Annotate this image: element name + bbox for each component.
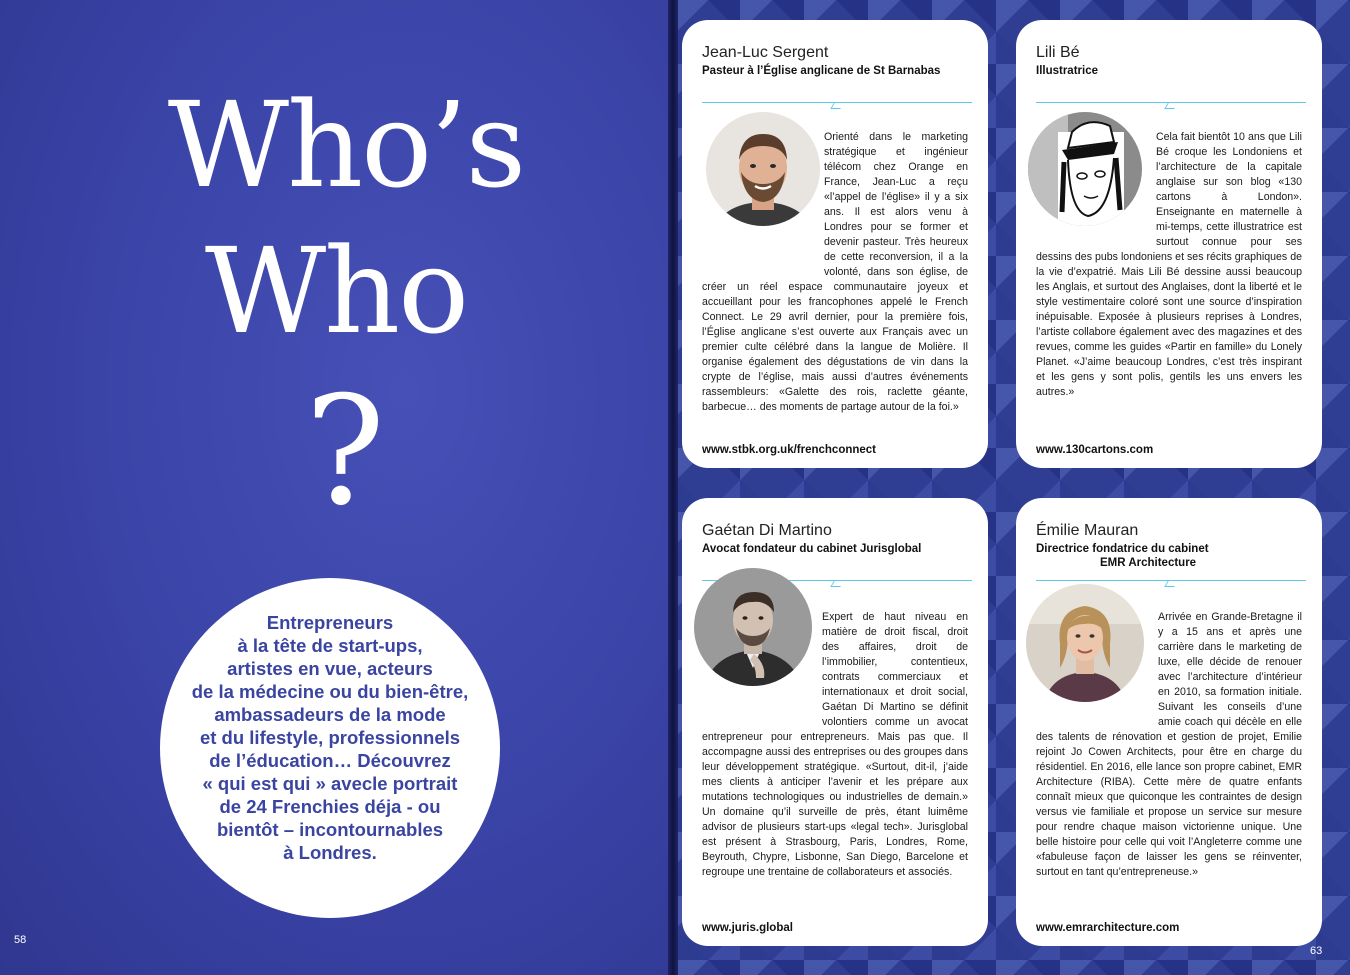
profile-url-link[interactable]: www.emrarchitecture.com <box>1036 922 1180 934</box>
intro-line: à la tête de start-ups, <box>237 635 423 656</box>
profile-body-text: Expert de haut niveau en matière de droit fiscal, droit des affaires, droit de l’immobilier, contentieux, contrats commerciaux et internationaux et droit social, Gaétan Di Martino se définit volontiers comme un avocat entrepreneur pour entrepreneurs. Mais pas que. Il accompagne aussi des entreprises ou des groupes dans leur développement stratégique. «Surtout, dit-il, j’aide mes clients à anticiper l’avenir et les prépare aux mutations technologiques ou industrielles de demain.» Un domaine qu’il surveille de près, étant luimême advisor de plusieurs start-ups «legal tech». Jurisglobal est présent à Strasbourg, Paris, Londres, Rome, Beyrouth, Chypre, Lisbonne, San Diego, Barcelone et regroupe une trentaine de collaborateurs et associés. <box>702 611 968 878</box>
profile-role: Avocat fondateur du cabinet Jurisglobal <box>702 543 922 555</box>
intro-line: de l’éducation… Découvrez <box>209 750 451 771</box>
divider-notch <box>830 581 843 587</box>
intro-line: et du lifestyle, professionnels <box>199 727 461 748</box>
profile-card-lili <box>1016 20 1322 468</box>
intro-line: « qui est qui » avecle portrait <box>202 773 458 794</box>
intro-line: bientôt – incontournables <box>216 819 444 840</box>
profile-body <box>1036 610 1302 920</box>
intro-line: à Londres. <box>283 842 377 863</box>
profile-url-link[interactable]: www.130cartons.com <box>1036 444 1154 456</box>
profile-role: Illustratrice <box>1036 65 1098 77</box>
profile-role-line2: EMR Architecture <box>1100 557 1197 569</box>
profile-card-gaetan <box>682 498 988 946</box>
divider-notch <box>1164 581 1177 587</box>
title-question-mark: ? <box>304 365 384 539</box>
intro-line: artistes en vue, acteurs <box>227 658 433 679</box>
profile-body-text: Orienté dans le marketing stratégique et ingénieur télécom chez Orange en France, Jean-Luc a reçu «l’appel de l’église» il y a six ans. Il est alors venu à Londres pour se former et devenir pasteur. Très heureux de cette reconversion, il a la volonté, dans son église, de créer un réel espace communautaire joyeux et accueillant pour les francophones appelé le French Connect. Le 29 avril dernier, pour la première fois, l’Église anglicane s’est ouverte aux Français avec un premier culte célébré dans la langue de Molière. Il organise également des dégustations de vin dans la crypte de l’église, mais aussi d’autres événements rassembleurs: «Galette des rois, raclette géante, barbecue… des moments de partage autour de la foi.» <box>702 131 968 413</box>
profile-name: Lili Bé <box>1036 44 1080 61</box>
intro-line: de 24 Frenchies déja - ou <box>219 796 441 817</box>
profile-body-text: Arrivée en Grande-Bretagne il y a 15 ans et après une carrière dans le marketing de luxe, elle décide de renouer avec l’architecture d’intérieur en 2010, sa formation initiale. Suivant les conseils d’une amie coach qui décèle en elle des talents de rénovation et gestion de projet, Emilie rejoint Jo Cowen Architects, pour être en charge du résidentiel. En 2016, elle lance son propre cabinet, EMR Architecture (RIBA). Cette mère de quatre enfants connaît mieux que quiconque les contraintes de design versus vie familiale et propose un service sur mesure pour rendre chaque maison victorienne unique. Une belle histoire pour celle qui voit l’Angleterre comme une «fabuleuse façon de laisser les gens se réinventer, surtout en tant qu’entrepreneuse.» <box>1036 611 1302 878</box>
page-gutter <box>668 0 678 975</box>
divider-notch <box>1164 103 1177 109</box>
profile-card-jean-luc <box>682 20 988 468</box>
intro-line: de la médecine ou du bien-être, <box>191 681 469 702</box>
profile-body <box>702 610 968 920</box>
page-number-right: 63 <box>1310 945 1323 957</box>
profile-body <box>1036 130 1302 430</box>
title-whos: Who’s <box>167 76 525 214</box>
title-who: Who <box>204 222 468 360</box>
profile-card-emilie <box>1016 498 1322 946</box>
profile-url-link[interactable]: www.juris.global <box>702 922 793 934</box>
profile-name: Gaétan Di Martino <box>702 522 832 539</box>
divider-notch <box>830 103 843 109</box>
profile-body <box>702 130 968 430</box>
profile-name: Jean-Luc Sergent <box>702 44 829 61</box>
intro-text <box>172 611 488 864</box>
intro-line: Entrepreneurs <box>266 612 394 633</box>
profile-role: Pasteur à l’Église anglicane de St Barnabas <box>702 65 941 77</box>
profile-body-text: Cela fait bientôt 10 ans que Lili Bé croque les Londoniens et l’architecture de la capitale anglaise sur son blog «130 cartons à London». Enseignante en maternelle à mi-temps, cette illustratrice est surtout connue pour ses dessins des pubs londoniens et ses récits graphiques de la vie d’expatrié. Mais Lili Bé dessine aussi beaucoup les Anglais, et surtout des Anglaises, dont la liberté et le style vestimentaire coloré sont une source d’inspiration inépuisable. Exposée à plusieurs reprises à Londres, l’artiste collabore également avec des magazines et des revues, comme les guides «Partir en famille» du Lonely Planet. «J’aime beaucoup Londres, c’est très inspirant et les gens y sont polis, gentils les uns envers les autres.» <box>1036 131 1302 398</box>
profile-name: Émilie Mauran <box>1036 522 1139 539</box>
profile-url-link[interactable]: www.stbk.org.uk/frenchconnect <box>702 444 877 456</box>
left-page <box>0 0 672 975</box>
profile-role-line1: Directrice fondatrice du cabinet <box>1036 543 1209 555</box>
intro-line: ambassadeurs de la mode <box>214 704 446 725</box>
page-number-left: 58 <box>14 934 27 946</box>
